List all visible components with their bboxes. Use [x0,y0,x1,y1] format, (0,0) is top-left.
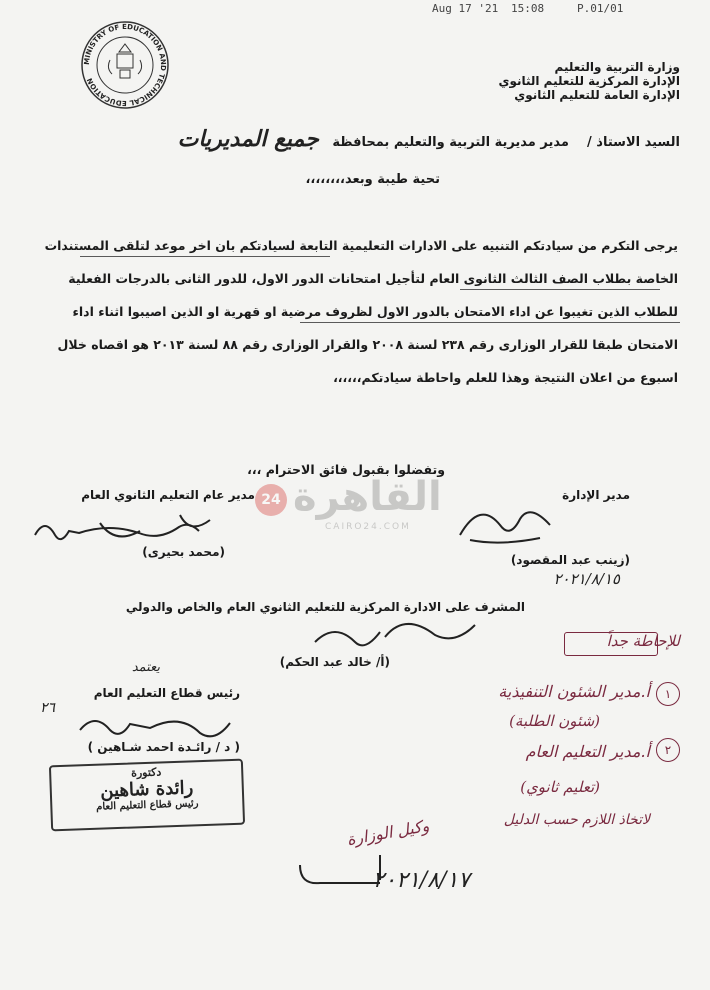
body-line-4: الامتحان طبقا للقرار الوزارى رقم ٢٣٨ لسنة ٢٠٠٨ والقرار الوزارى رقم ٨٨ لسنة ٢٠١٣ هو اقصاه خلال [57,337,678,352]
greeting: تحية طيبة وبعد،،،،،،،، [305,172,440,187]
watermark [255,470,455,540]
left-signatory-name: (محمد بحيرى) [142,545,225,559]
closing: وتفضلوا بقبول فائق الاحترام ،،، [247,462,445,477]
ministry-seal [80,20,170,110]
sector-head-name: ( د / رائـدة احمد شـاهين ) [87,740,240,754]
addressee-prefix: السيد الاستاذ / [587,135,680,150]
note-top-box [564,632,658,656]
note-top: للإحاطة جداً [606,632,680,650]
note-date: ٢٠٢١/٨/١٧ [372,868,470,893]
note-item2-sub: (تعليم ثانوي) [520,778,600,796]
ministry-line-2: الإدارة المركزية للتعليم الثانوي [498,74,680,88]
pen-underline [460,289,660,290]
left-number-mark: ٢٦ [40,700,56,716]
note-item2-extra: لاتخاذ اللازم حسب الدليل [503,812,650,828]
right-signatory-name: (زينب عبد المقصود) [510,553,630,567]
right-signatory-date: ٢٠٢١/٨/١٥ [553,570,620,588]
sector-head-signature-mark [70,705,240,745]
ministry-seal-icon [80,20,170,110]
note-item2-number: ٢ [656,738,680,762]
supervisor-signature-mark [305,612,485,657]
supervisor-name: (أ/ خالد عبد الحكم) [279,655,390,669]
official-stamp [49,759,245,832]
watermark-site: CAIRO24.COM [325,522,411,532]
note-item1-sub: (شئون الطلبة) [509,712,600,730]
ministry-header [450,60,680,102]
addressee-line [20,126,680,152]
left-signatory-title: مدير عام التعليم الثانوي العام [81,488,255,502]
body-line-2: الخاصة بطلاب الصف الثالث الثانوى العام لتأجيل امتحانات الدور الاول، للدور الثانى بالدرجات الفعلية [68,271,678,286]
seal-text: MINISTRY OF EDUCATION AND TECHNICAL EDUCATION [82,22,168,108]
body-line-5: اسبوع من اعلان النتيجة وهذا للعلم واحاطة سيادتكم،،،،،، [333,370,678,385]
pen-underline [300,322,680,323]
right-signature-mark [450,500,560,550]
sector-hand-mark: يعتمد [131,660,160,675]
right-signatory-title: مدير الإدارة [562,488,630,502]
addressee-role: مدير مديرية التربية والتعليم بمحافظة [332,135,569,150]
watermark-badge: 24 [255,484,287,516]
note-item1-number: ١ [656,682,680,706]
note-item2: أ.مدير التعليم العام [525,742,650,761]
fax-header [0,0,710,18]
supervisor-title: المشرف على الادارة المركزية للتعليم الثانوي العام والخاص والدولي [125,600,525,614]
addressee-handwritten: جميع المديريات [177,126,319,152]
stamp-line-1: دكتورة [130,765,162,780]
svg-text:MINISTRY OF EDUCATION AND TECH [83,23,167,107]
watermark-text: القاهرة [293,474,442,520]
fax-date: Aug 17 '21 [432,2,499,15]
note-signoff: وكيل الوزارة [345,815,431,850]
stamp-line-2: رائدة شاهين [99,777,194,802]
fax-page: P.01/01 [577,2,624,15]
stamp-line-3: رئيس قطاع التعليم العام [96,798,199,813]
ministry-line-3: الإدارة العامة للتعليم الثانوي [514,88,680,102]
body-line-3: للطلاب الذين تغيبوا عن اداء الامتحان بالدور الاول لظروف مرضية او قهرية او الذين اصيبوا اثناء اداء [72,304,678,319]
sector-head-title: رئيس قطاع التعليم العام [93,686,240,700]
fax-time: 15:08 [511,2,545,15]
pen-underline [80,256,330,257]
note-item1: أ.مدير الشئون التنفيذية [498,682,650,701]
body-line-1: يرجى التكرم من سيادتكم التنبيه على الادارات التعليمية التابعة لسيادتكم بان اخر موعد لتلقى المستندات [44,238,678,253]
ministry-line-1: وزارة التربية والتعليم [554,60,680,74]
